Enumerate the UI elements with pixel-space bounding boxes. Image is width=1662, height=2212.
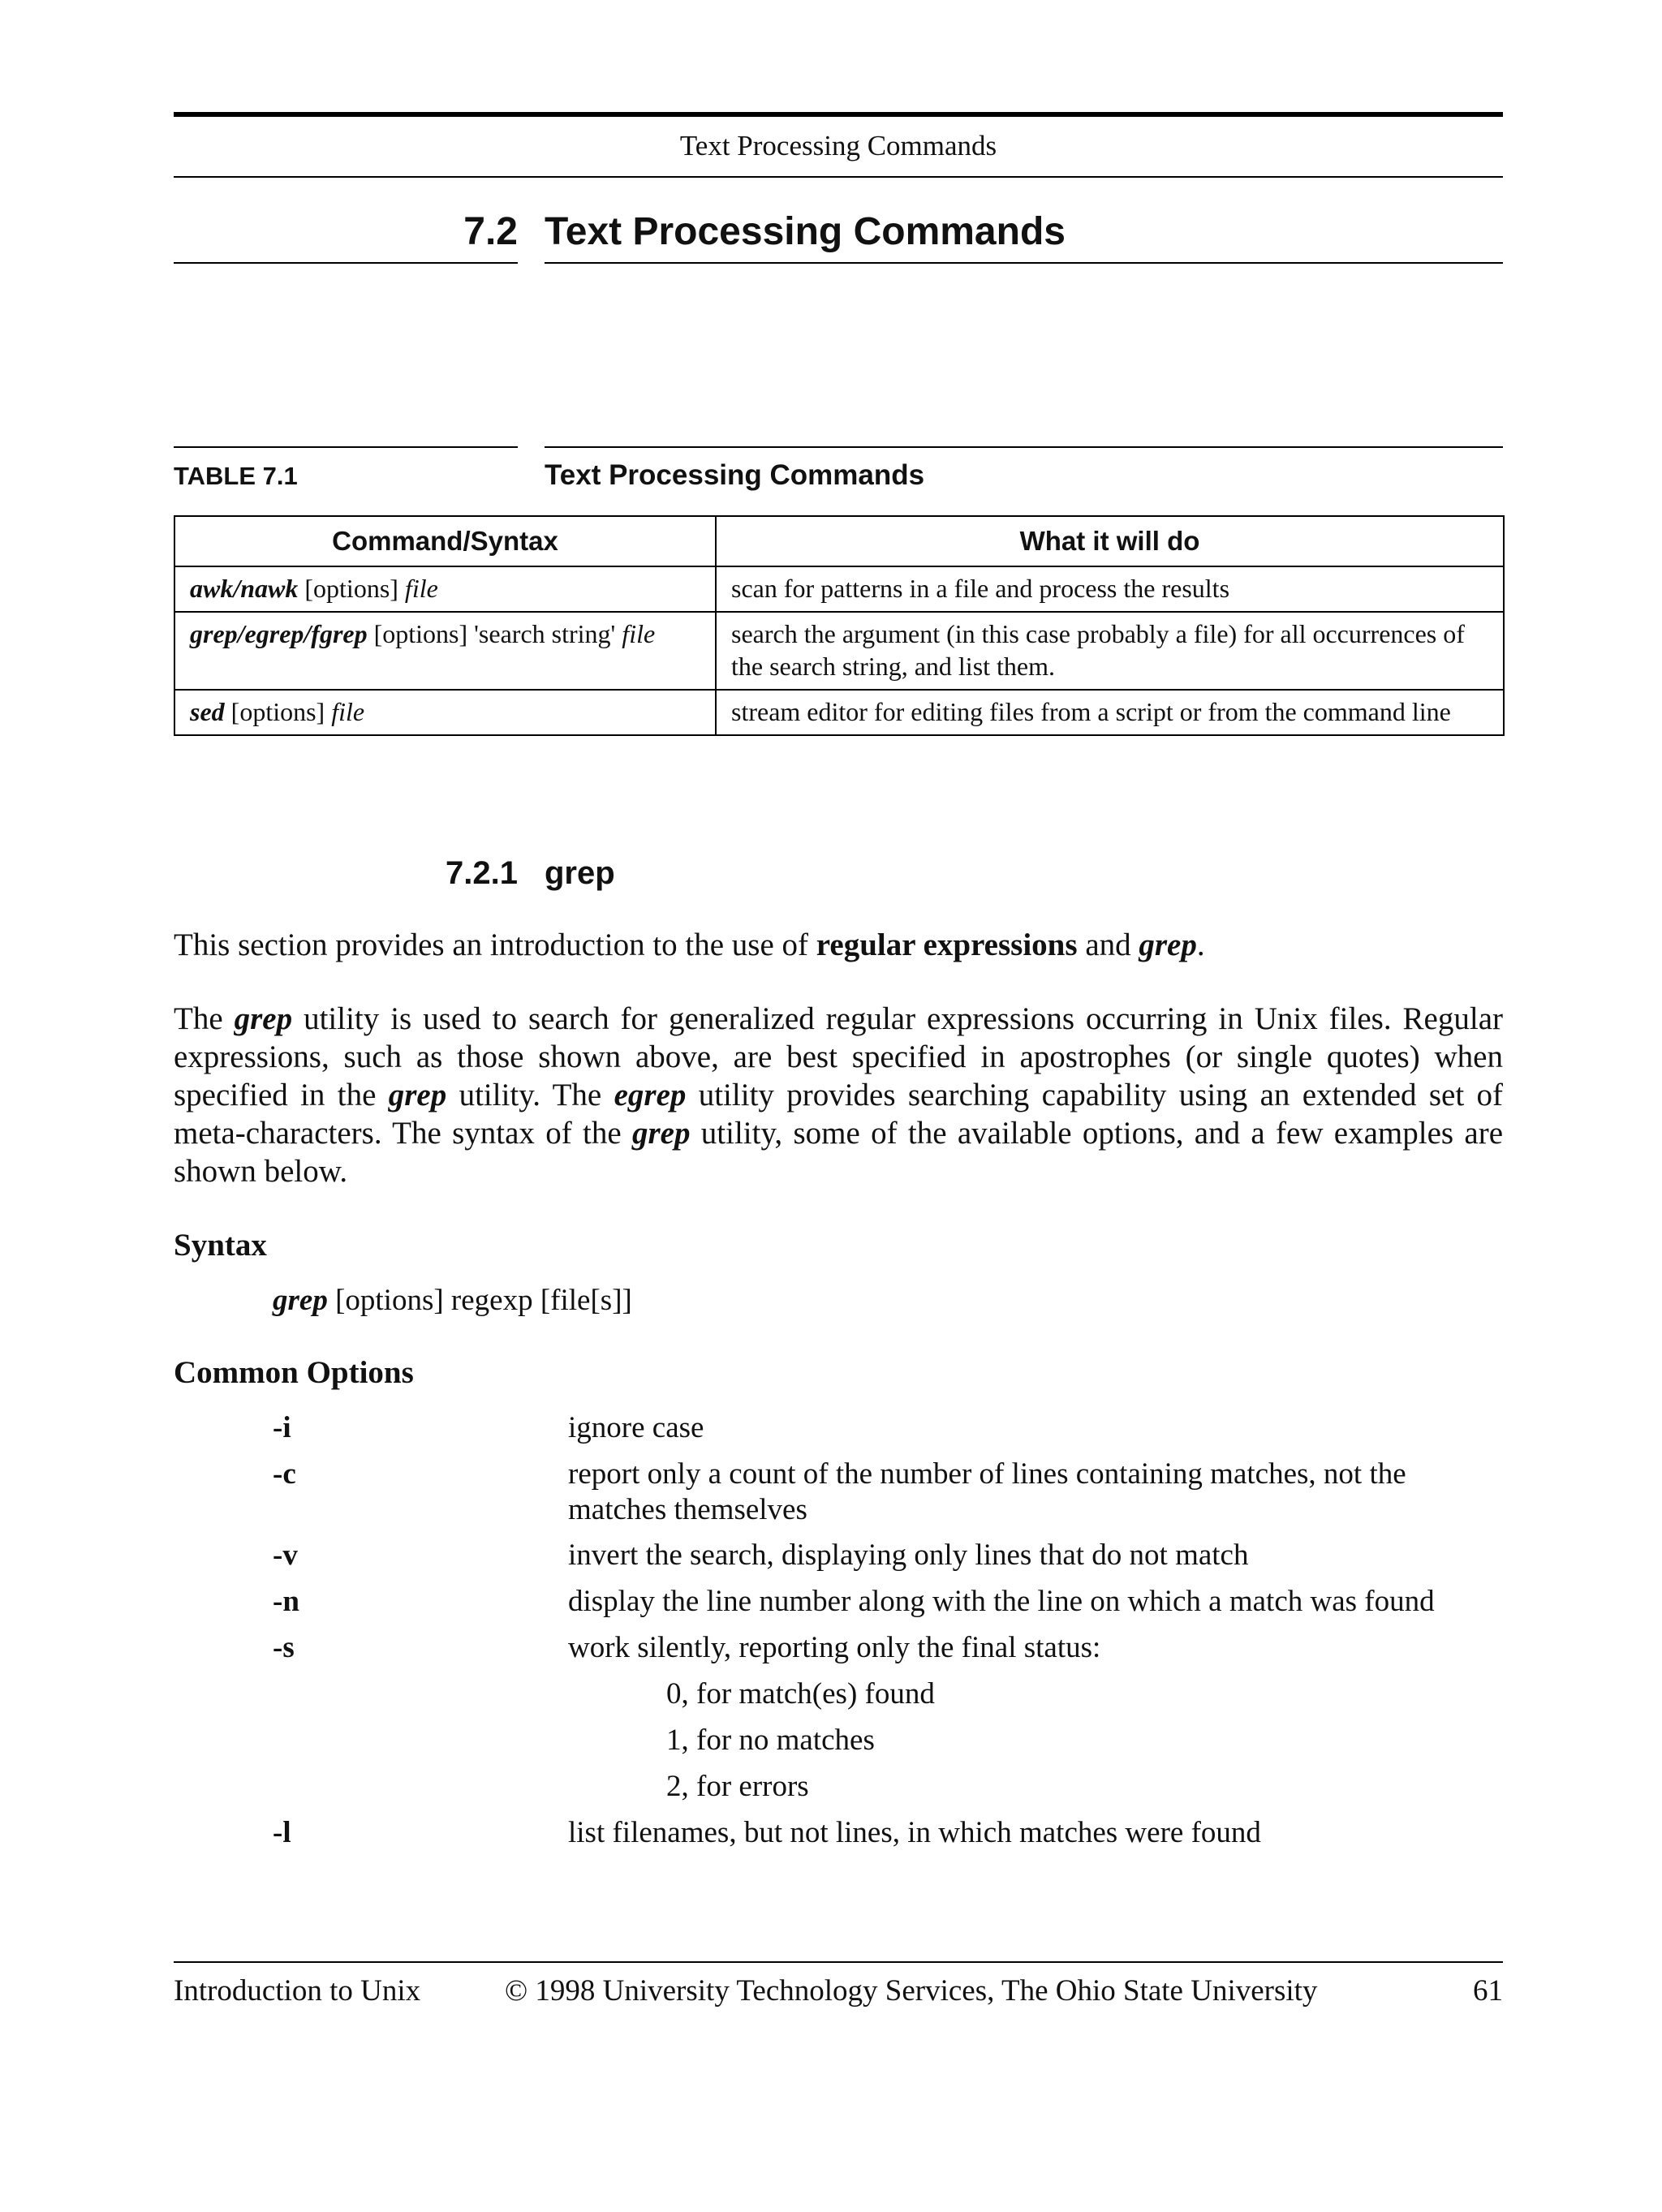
command-options: [options] xyxy=(230,697,325,726)
subsection-title: grep xyxy=(545,855,615,891)
option-item xyxy=(174,1815,1503,1851)
column-header-command: Command/Syntax xyxy=(174,516,716,566)
intro-term-grep: grep xyxy=(1139,927,1197,962)
intro-text: . xyxy=(1196,927,1205,962)
footer-rule xyxy=(174,1961,1503,1963)
body-text: utility provides searching capability using an extended set of meta-characters. The syntax of the xyxy=(174,1078,1503,1151)
option-flag: -s xyxy=(273,1631,295,1664)
body-text: utility, some of the available options, and a few examples are shown below. xyxy=(174,1116,1503,1189)
body-paragraph xyxy=(174,1000,1503,1190)
table-row xyxy=(174,612,1504,690)
page-number: 61 xyxy=(1473,1974,1503,2008)
term-egrep: egrep xyxy=(614,1078,687,1112)
option-description: invert the search, displaying only lines that do not match xyxy=(568,1539,1249,1572)
table-title: Text Processing Commands xyxy=(545,459,925,491)
option-description: display the line number along with the line on which a match was found xyxy=(568,1585,1435,1618)
command-cell xyxy=(174,566,716,612)
table-caption-rule-left xyxy=(174,446,518,448)
option-flag: -c xyxy=(273,1457,296,1491)
intro-text: This section provides an introduction to the use of xyxy=(174,927,816,962)
table-header-row xyxy=(174,516,1504,566)
intro-paragraph xyxy=(174,926,1503,964)
status-code: 2, for errors xyxy=(666,1770,809,1803)
option-description: list filenames, but not lines, in which matches were found xyxy=(568,1816,1261,1849)
footer-book-title: Introduction to Unix xyxy=(174,1974,421,2008)
footer-copyright: © 1998 University Technology Services, The Ohio State University xyxy=(505,1974,1318,2008)
status-code: 0, for match(es) found xyxy=(666,1677,935,1711)
command-name: awk/nawk xyxy=(190,574,299,603)
option-flag: -l xyxy=(273,1816,291,1849)
table-label: TABLE 7.1 xyxy=(174,462,298,490)
syntax-heading: Syntax xyxy=(174,1228,267,1263)
commands-table xyxy=(174,515,1505,736)
command-argument: file xyxy=(331,697,365,726)
options-heading: Common Options xyxy=(174,1355,414,1390)
option-item xyxy=(174,1630,1503,1666)
option-item xyxy=(174,1457,1503,1528)
term-grep: grep xyxy=(234,1001,293,1036)
description-cell: search the argument (in this case probably a file) for all occurrences of the search string, and list them. xyxy=(716,612,1504,690)
syntax-arguments: [options] regexp [file[s]] xyxy=(327,1284,632,1317)
option-description: report only a count of the number of lines containing matches, not the matches themselves xyxy=(568,1457,1406,1526)
option-item xyxy=(174,1410,1503,1446)
command-cell xyxy=(174,612,716,690)
table-row xyxy=(174,566,1504,612)
status-code: 1, for no matches xyxy=(666,1724,875,1757)
subsection-number: 7.2.1 xyxy=(446,855,518,891)
header-bottom-rule xyxy=(174,176,1503,178)
body-text: utility. The xyxy=(446,1078,614,1112)
section-rule-left xyxy=(174,262,518,264)
option-flag: -n xyxy=(273,1585,299,1618)
option-item xyxy=(174,1538,1503,1573)
body-text: utility is used to search for generalized regular expressions occurring in Unix files. Regular expressions, such as those shown above, are best specified in apostrophes (or single quotes) when specified in the xyxy=(174,1001,1503,1112)
header-top-rule xyxy=(174,112,1503,117)
option-flag: -v xyxy=(273,1539,298,1572)
section-rule-right xyxy=(545,262,1503,264)
description-cell: scan for patterns in a file and process the results xyxy=(716,566,1504,612)
intro-text: and xyxy=(1077,927,1139,962)
command-name: grep/egrep/fgrep xyxy=(190,619,368,648)
syntax-line xyxy=(273,1282,632,1319)
syntax-command: grep xyxy=(273,1284,328,1317)
command-options: [options] xyxy=(304,574,398,603)
option-flag: -i xyxy=(273,1411,291,1444)
description-cell: stream editor for editing files from a script or from the command line xyxy=(716,690,1504,735)
term-grep: grep xyxy=(388,1078,447,1112)
column-header-description: What it will do xyxy=(716,516,1504,566)
table-caption-rule-right xyxy=(545,446,1503,448)
command-name: sed xyxy=(190,697,225,726)
command-argument: file xyxy=(622,619,656,648)
running-header: Text Processing Commands xyxy=(679,130,997,161)
command-options: [options] 'search string' xyxy=(373,619,616,648)
body-text: The xyxy=(174,1001,235,1036)
section-number: 7.2 xyxy=(463,210,518,253)
term-grep: grep xyxy=(631,1116,691,1151)
section-title: Text Processing Commands xyxy=(545,210,1066,253)
option-item xyxy=(174,1584,1503,1620)
command-argument: file xyxy=(404,574,438,603)
command-cell xyxy=(174,690,716,735)
table-row xyxy=(174,690,1504,735)
option-description: work silently, reporting only the final status: xyxy=(568,1631,1101,1664)
intro-term-regex: regular expressions xyxy=(816,927,1078,962)
option-description: ignore case xyxy=(568,1411,704,1444)
